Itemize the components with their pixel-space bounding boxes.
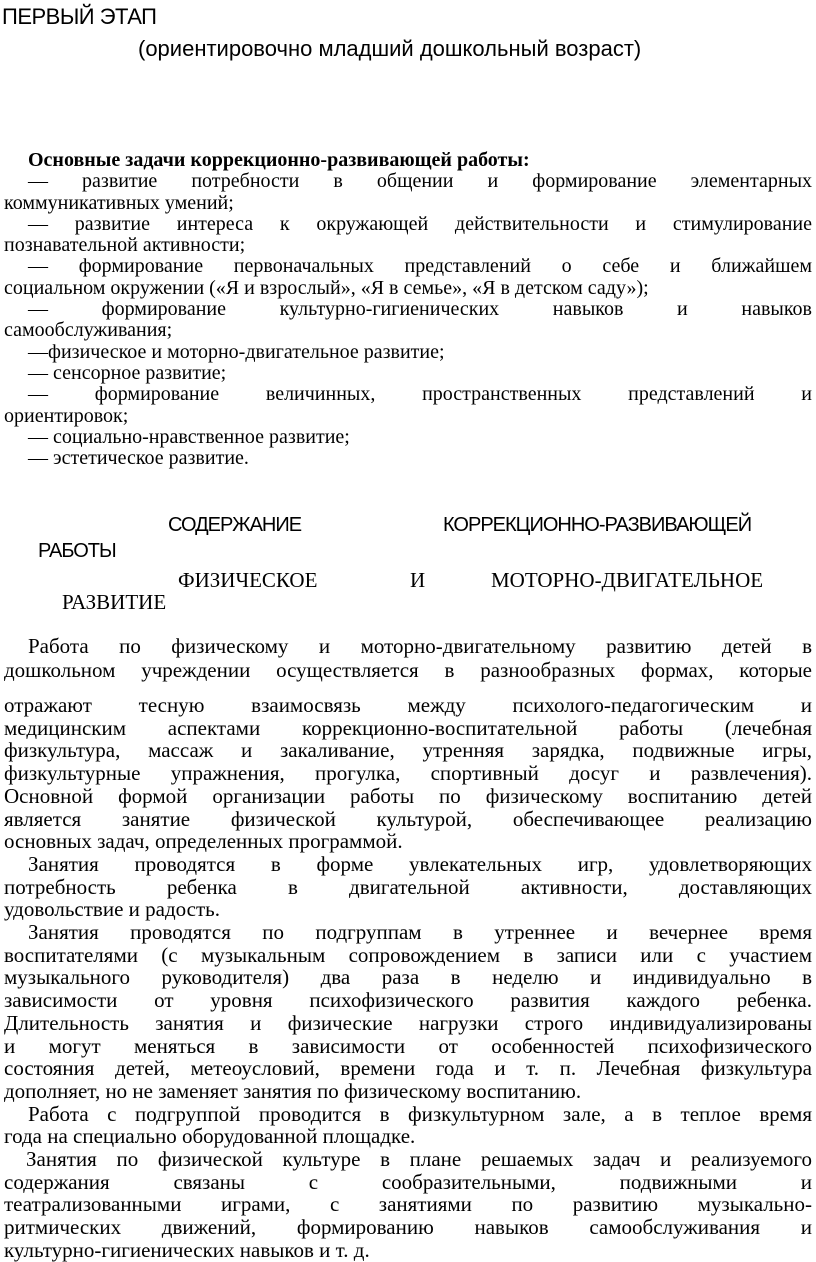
task-item-continuation: познавательной активности;	[4, 234, 246, 257]
body-line: и могут меняться в зависимости от особенностей психофизического	[4, 1033, 812, 1058]
physical-heading-word-2: И	[410, 568, 426, 592]
task-item: — эстетическое развитие.	[28, 447, 249, 470]
tasks-section	[4, 150, 812, 469]
task-item: — сенсорное развитие;	[28, 361, 227, 384]
tasks-heading: Основные задачи коррекционно-развивающей работы:	[28, 149, 530, 171]
body-line: состояния детей, метеоусловий, времени года и т. п. Лечебная физкультура	[4, 1056, 812, 1081]
content-heading-word-3: РАБОТЫ	[38, 540, 116, 562]
body-line: основных задач, определенных программой.	[4, 829, 403, 854]
content-heading-word-2: КОРРЕКЦИОННО-РАЗВИВАЮЩЕЙ	[443, 514, 752, 536]
body-line: потребность ребенка в двигательной активности, доставляющих	[4, 874, 812, 899]
task-item: — формирование величинных, пространственных представлений и	[28, 383, 812, 406]
task-item: — развитие потребности в общении и формирование элементарных	[28, 170, 812, 193]
body-line: Длительность занятия и физические нагрузки строго индивидуализированы	[4, 1010, 812, 1035]
body-line: удовольствие и радость.	[4, 897, 220, 922]
task-item-continuation: коммуникативных умений;	[4, 191, 234, 214]
body-line: культурно-гигиенических навыков и т. д.	[4, 1237, 370, 1262]
body-line: Занятия проводятся по подгруппам в утреннее и вечернее время	[28, 920, 812, 945]
task-item: — формирование культурно-гигиенических навыков и навыков	[28, 298, 812, 321]
body-line: Основной формой организации работы по физическому воспитанию детей	[4, 783, 812, 808]
task-item: — формирование первоначальных представлений о себе и ближайшем	[28, 255, 812, 278]
task-item: —физическое и моторно-двигательное развитие;	[28, 340, 445, 363]
body-line: ритмических движений, формированию навыков самообслуживания и	[4, 1215, 812, 1240]
physical-heading-word-3: МОТОРНО-ДВИГАТЕЛЬНОЕ	[491, 568, 764, 592]
tasks-list	[4, 171, 812, 469]
intro-line: Работа по физическому и моторно-двигательному развитию детей в	[28, 634, 812, 658]
task-item: — социально-нравственное развитие;	[28, 425, 350, 448]
body-line: Занятия проводятся в форме увлекательных игр, удовлетворяющих	[28, 851, 812, 876]
body-line: музыкального руководителя) два раза в неделю и индивидуально в	[4, 965, 812, 990]
body-line: воспитателями (с музыкальным сопровождением в записи или с участием	[4, 942, 812, 967]
intro-paragraph	[4, 634, 812, 682]
content-heading-word-1: СОДЕРЖАНИЕ	[168, 514, 302, 536]
body-line: является занятие физической культурой, обеспечивающее реализацию	[4, 806, 812, 831]
physical-heading-word-1: ФИЗИЧЕСКОЕ	[178, 568, 318, 592]
content-heading	[0, 512, 816, 562]
stage-title: ПЕРВЫЙ ЭТАП	[2, 4, 157, 29]
body-line: физкультура, массаж и закаливание, утренняя зарядка, подвижные игры,	[4, 738, 812, 763]
body-text	[4, 694, 812, 1262]
body-line: Занятия по физической культуре в плане решаемых задач и реализуемого	[26, 1147, 812, 1172]
task-item-continuation: социальном окружении («Я и взрослый», «Я в семье», «Я в детском саду»);	[4, 276, 649, 299]
stage-subtitle: (ориентировочно младший дошкольный возраст)	[138, 36, 642, 61]
body-line: дополняет, но не заменяет занятия по физическому воспитанию.	[4, 1078, 582, 1103]
body-line: медицинским аспектами коррекционно-воспитательной работы (лечебная	[4, 715, 812, 740]
body-line: театрализованными играми, с занятиями по развитию музыкально-	[4, 1192, 812, 1217]
body-line: Работа с подгруппой проводится в физкультурном зале, а в теплое время	[28, 1101, 812, 1126]
task-item-continuation: ориентировок;	[4, 404, 129, 427]
body-line: физкультурные упражнения, прогулка, спортивный досуг и развлечения).	[4, 761, 812, 786]
task-item-continuation: самообслуживания;	[4, 319, 173, 342]
body-line: содержания связаны с сообразительными, подвижными и	[4, 1169, 812, 1194]
intro-line: дошкольном учреждении осуществляется в разнообразных формах, которые	[4, 658, 812, 682]
body-line: зависимости от уровня психофизического развития каждого ребенка.	[4, 988, 812, 1013]
task-item: — развитие интереса к окружающей действительности и стимулирование	[28, 212, 812, 235]
body-line: отражают тесную взаимосвязь между психолого-педагогическим и	[4, 693, 812, 717]
body-line: года на специально оборудованной площадке.	[4, 1124, 416, 1149]
physical-heading-word-4: РАЗВИТИЕ	[62, 590, 167, 614]
